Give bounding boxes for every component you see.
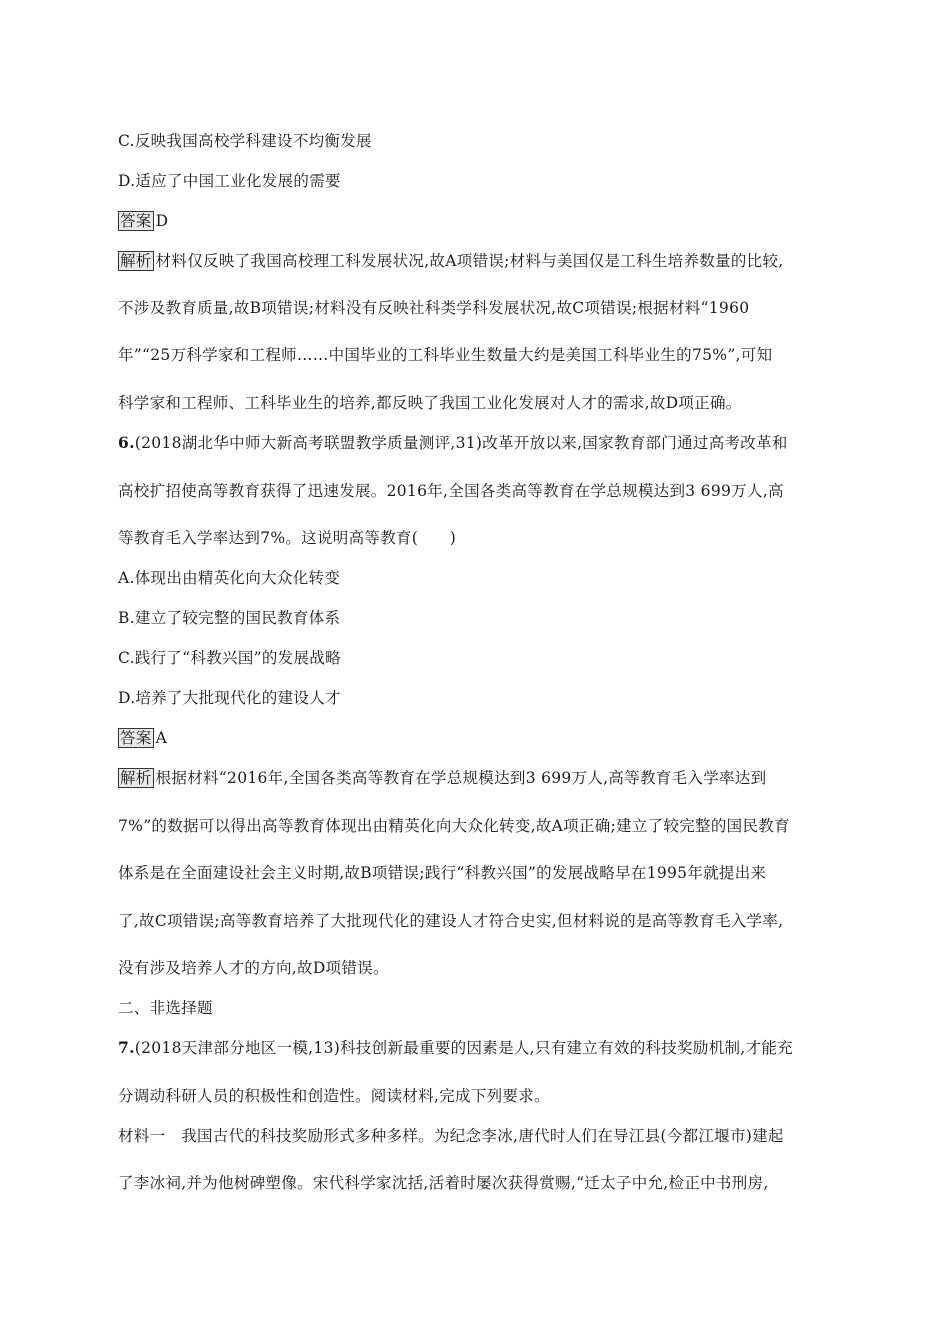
stem-text: 高校扩招使高等教育获得了迅速发展。2016年,全国各类高等教育在学总规模达到3 699万人,高 xyxy=(118,482,784,500)
section-heading: 二、非选择题 xyxy=(118,999,213,1017)
question-number: 6. xyxy=(118,433,135,452)
answer-line xyxy=(118,211,168,231)
analysis-text: 根据材料“2016年,全国各类高等教育在学总规模达到3 699万人,高等教育毛入学率达到 xyxy=(155,769,767,787)
stem-text: (2018湖北华中师大新高考联盟教学质量测评,31)改革开放以来,国家教育部门通过高考改革和 xyxy=(134,434,788,452)
analysis-text: 没有涉及培养人才的方向,故D项错误。 xyxy=(118,959,389,977)
option-a: A.体现出由精英化向大众化转变 xyxy=(118,569,341,587)
material-text: 材料一 我国古代的科技奖励形式多种多样。为纪念李冰,唐代时人们在导江县(今都江堰市)建起 xyxy=(118,1127,784,1145)
analysis-text: 年”“25万科学家和工程师……中国毕业的工科毕业生数量大约是美国工科毕业生的75%”,可知 xyxy=(118,346,773,364)
option-c: C.反映我国高校学科建设不均衡发展 xyxy=(118,132,372,150)
answer-value: A xyxy=(155,729,168,747)
material-text: 了李冰祠,并为他树碑塑像。宋代科学家沈括,活着时屡次获得赏赐,“迁太子中允,检正中书刑房, xyxy=(118,1174,769,1192)
analysis-line xyxy=(118,768,766,788)
analysis-text: 了,故C项错误;高等教育培养了大批现代化的建设人才符合史实,但材料说的是高等教育毛入学率, xyxy=(118,912,784,930)
analysis-tag: 解析 xyxy=(120,252,152,270)
stem-text: 分调动科研人员的积极性和创造性。阅读材料,完成下列要求。 xyxy=(118,1087,550,1105)
analysis-text: 不涉及教育质量,故B项错误;材料没有反映社科类学科发展状况,故C项错误;根据材料“1960 xyxy=(118,299,750,317)
option-d: D.适应了中国工业化发展的需要 xyxy=(118,172,341,190)
answer-value: D xyxy=(155,212,169,230)
option-d: D.培养了大批现代化的建设人才 xyxy=(118,689,341,707)
stem-text: (2018天津部分地区一模,13)科技创新最重要的因素是人,只有建立有效的科技奖励机制,才能充 xyxy=(134,1039,793,1057)
analysis-text: 体系是在全面建设社会主义时期,故B项错误;践行“科教兴国”的发展战略早在1995年就提出来 xyxy=(118,864,767,882)
question-number: 7. xyxy=(118,1038,135,1057)
analysis-tag: 解析 xyxy=(120,769,152,787)
analysis-text: 科学家和工程师、工科毕业生的培养,都反映了我国工业化发展对人才的需求,故D项正确。 xyxy=(118,394,742,412)
option-b: B.建立了较完整的国民教育体系 xyxy=(118,609,341,627)
answer-tag: 答案 xyxy=(120,212,152,230)
answer-tag: 答案 xyxy=(120,729,152,747)
stem-text: 等教育毛入学率达到7%。这说明高等教育( ) xyxy=(118,529,457,547)
question-stem xyxy=(118,433,788,453)
question-stem xyxy=(118,1038,793,1058)
answer-line xyxy=(118,728,167,748)
analysis-text: 材料仅反映了我国高校理工科发展状况,故A项错误;材料与美国仅是工科生培养数量的比较, xyxy=(155,252,784,270)
analysis-line xyxy=(118,251,783,271)
analysis-text: 7%”的数据可以得出高等教育体现出由精英化向大众化转变,故A项正确;建立了较完整的国民教育 xyxy=(118,817,790,835)
option-c: C.践行了“科教兴国”的发展战略 xyxy=(118,649,341,667)
